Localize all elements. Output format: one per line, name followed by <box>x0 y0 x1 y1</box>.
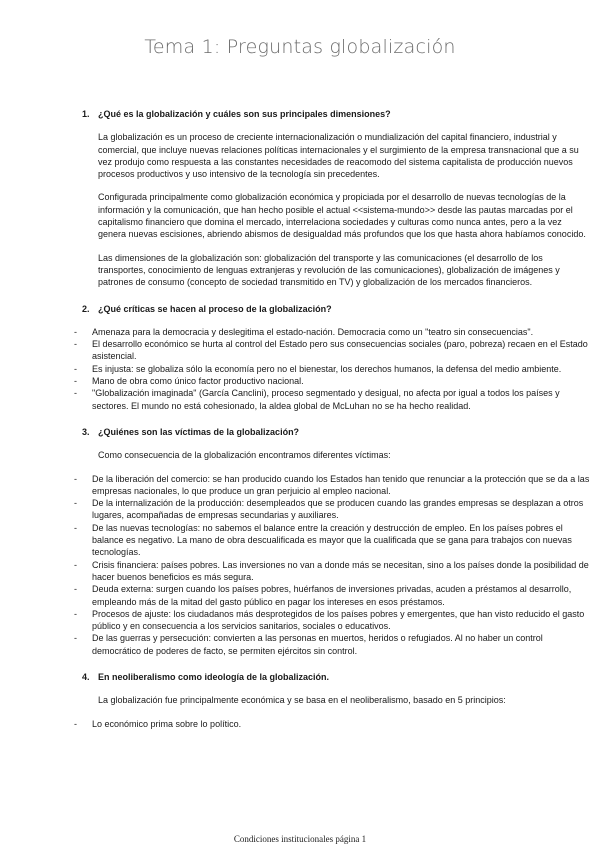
list-item: - Es injusta: se globaliza sólo la economía pero no el bienestar, los derechos humanos, la defensa del medio ambiente. <box>74 363 562 374</box>
list-item: - Amenaza para la democracia y deslegitima el estado-nación. Democracia como un "teatro sin consecuencias". <box>74 326 534 337</box>
paragraph: Las dimensiones de la globalización son: globalización del transporte y las comunicaciones (el desarrollo de los transportes, conocimiento de lenguas extranjeras y revolución de las comunicaciones), globalización de imágenes y patrones de consumo (concepto de sociedad transmitido en TV) y globalización de los mercados financieros. <box>98 252 560 288</box>
section-number: 4. <box>82 671 90 682</box>
document-body <box>74 108 592 730</box>
list-item: - "Globalización imaginada" (García Canclini), proceso segmentado y desigual, no afecta por igual a todos los países y sectores. El mundo no está cohesionado, la aldea global de McLuhan no se ha hecho realidad. <box>74 388 560 411</box>
section-3-heading <box>80 426 592 438</box>
paragraph: La globalización fue principalmente económica y se basa en el neoliberalismo, basado en 5 principios: <box>98 695 506 706</box>
section-number: 3. <box>82 426 90 437</box>
list-item: - Mano de obra como único factor productivo nacional. <box>74 376 304 387</box>
list-item: - De la internalización de la producción: desempleados que se producen cuando las grandes empresas se desplazan a otros lugares, acompañadas de empresas secundarias y auxiliares. <box>74 498 584 521</box>
section-2-heading <box>80 303 592 315</box>
section-heading-text: ¿Qué es la globalización y cuáles son sus principales dimensiones? <box>98 109 391 119</box>
list-item: - De las guerras y persecución: convierten a las personas en muertos, heridos o refugiados. Al no haber un control democrático de poderes de facto, se permiten ejércitos sin control. <box>74 633 543 656</box>
list-item: - Procesos de ajuste: los ciudadanos más desprotegidos de los países pobres y emergentes, que han visto reducido el gasto público y en consecuencia a los servicios sanitarios, sociales o educativos. <box>74 608 585 632</box>
section-number: 1. <box>82 109 90 119</box>
section-number: 2. <box>82 303 90 314</box>
list-item: - El desarrollo económico se hurta al control del Estado pero sus consecuencias sociales (paro, pobreza) recaen en el Estado asistencial. <box>74 339 588 362</box>
victims-list <box>74 473 592 657</box>
page-footer: Condiciones institucionales página 1 <box>233 834 367 844</box>
section-heading-text: ¿Qué críticas se hacen al proceso de la globalización? <box>98 303 332 314</box>
list-item: - De las nuevas tecnologías: no sabemos el balance entre la creación y destrucción de empleo. En los países pobres el balance es negativo. La mano de obra descualificada es mayor que la cualificada que se gana para trabajos con nuevas tecnologías. <box>74 522 572 558</box>
page-title: Tema 1: Preguntas globalización <box>144 36 456 58</box>
section-4-heading <box>80 671 592 683</box>
criticism-list <box>74 326 592 412</box>
list-item: - Lo económico prima sobre lo político. <box>74 718 242 729</box>
section-1-heading <box>80 108 592 120</box>
principles-list <box>74 718 592 730</box>
paragraph: Como consecuencia de la globalización encontramos diferentes víctimas: <box>98 450 391 461</box>
list-item: - Deuda externa: surgen cuando los países pobres, huérfanos de inversiones privadas, acuden a préstamos al desarrollo, empleando más de la mitad del gasto público en pagar los intereses en esos préstamos. <box>74 584 572 607</box>
section-heading-text: ¿Quiénes son las víctimas de la globalización? <box>98 426 300 437</box>
list-item: - De la liberación del comercio: se han producido cuando los Estados han tenido que renunciar a la protección que se da a las empresas nacionales, lo que produce un gran perjuicio al empleo nacional. <box>74 473 590 496</box>
paragraph: Configurada principalmente como globalización económica y propiciada por el desarrollo de nuevas tecnologías de la información y la comunicación, que han hecho posible el actual <<sistema-mundo>> desde las pautas marcadas por el capitalismo financiero que domina el mercado, interrelaciona sociedades y culturas como nunca antes, pero a la vez genera nuevas escisiones, abriendo abismos de desigualdad más profundos que los que hasta ahora habíamos conocido. <box>98 192 586 240</box>
paragraph: La globalización es un proceso de creciente internacionalización o mundialización del capital financiero, industrial y comercial, que incluye nuevas relaciones políticas internacionales y el surgimiento de la empresa transnacional que a su vez produjo como respuesta a las constantes necesidades de reacomodo del sistema capitalista de producción nuevos procesos productivos y uso intensivo de la tecnología sin precedentes. <box>98 132 579 180</box>
section-heading-text: En neoliberalismo como ideología de la globalización. <box>98 671 330 682</box>
list-item: - Crisis financiera: países pobres. Las inversiones no van a donde más se necesitan, sino a los países donde la posibilidad de hacer buenos beneficios es más segura. <box>74 559 589 582</box>
